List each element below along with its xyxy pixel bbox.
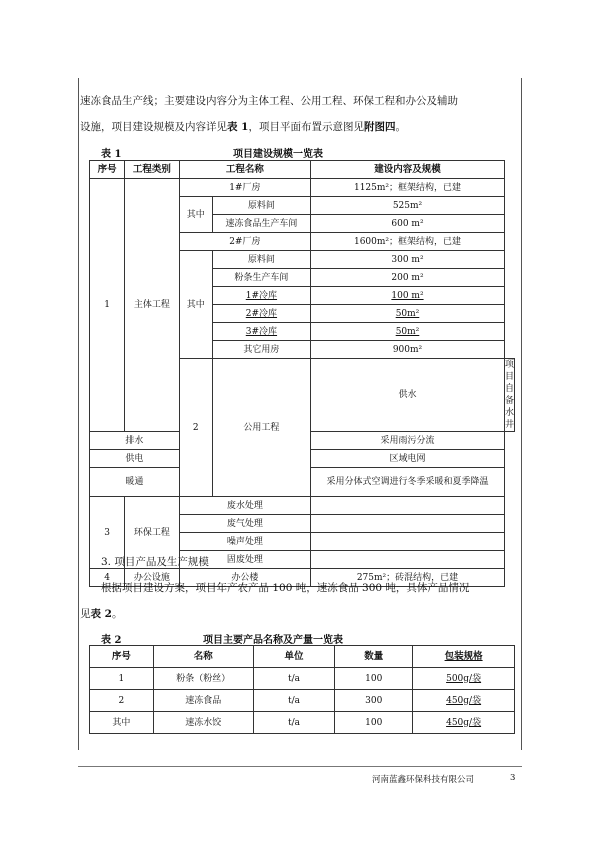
- name-cell: 原料间: [212, 197, 310, 215]
- table-cell: 450g/袋: [413, 690, 515, 712]
- table-cell: 100: [335, 668, 413, 690]
- name-cell: 2#厂房: [179, 233, 310, 251]
- table-cell: 1: [90, 668, 154, 690]
- name-cell: 1#冷库: [212, 287, 310, 305]
- table-row: [90, 712, 515, 734]
- table1-title: 项目建设规模一览表: [233, 149, 323, 160]
- table-cell: 其中: [90, 712, 154, 734]
- content-cell: 525m²: [311, 197, 505, 215]
- content-cell: 50m²: [311, 305, 505, 323]
- name-cell: 原料间: [212, 251, 310, 269]
- seq-cell: 3: [90, 497, 125, 569]
- content-cell: [311, 497, 505, 515]
- header-cell: 单位: [253, 646, 335, 668]
- table-cell: 速冻食品: [153, 690, 253, 712]
- product-output-table: [89, 645, 515, 734]
- header-cell: 工程名称: [179, 161, 310, 179]
- name-cell: 供电: [90, 450, 180, 468]
- header-cell: 序号: [90, 161, 125, 179]
- content-cell: 900m²: [311, 341, 505, 359]
- name-cell: 2#冷库: [212, 305, 310, 323]
- table-cell: t/a: [253, 690, 335, 712]
- content-cell: 600 m²: [311, 215, 505, 233]
- table-cell: 500g/袋: [413, 668, 515, 690]
- table-cell: 450g/袋: [413, 712, 515, 734]
- intro-paragraph: [80, 88, 516, 140]
- table-row: [90, 497, 515, 515]
- content-cell: 采用分体式空调进行冬季采暖和夏季降温: [311, 468, 505, 497]
- name-cell: 废气处理: [179, 515, 310, 533]
- table2-number: 表 2: [101, 635, 122, 646]
- name-cell: 噪声处理: [179, 533, 310, 551]
- content-cell: 采用雨污分流: [311, 432, 505, 450]
- name-cell: 3#冷库: [212, 323, 310, 341]
- name-cell: 固废处理: [179, 551, 310, 569]
- category-cell: 办公设施: [125, 569, 180, 587]
- name-cell: 1#厂房: [179, 179, 310, 197]
- footer-divider: [78, 766, 522, 767]
- page-number: 3: [510, 773, 516, 783]
- table-cell: 粉条（粉丝）: [153, 668, 253, 690]
- section3-heading: 3. 项目产品及生产规模: [101, 556, 209, 568]
- table-header-row: [90, 646, 515, 668]
- content-cell: 200 m²: [311, 269, 505, 287]
- seq-cell: 2: [179, 359, 212, 497]
- section3-paragraph: [80, 549, 516, 627]
- content-cell: [311, 515, 505, 533]
- table-cell: 2: [90, 690, 154, 712]
- content-cell: 1125m²；框架结构，已建: [311, 179, 505, 197]
- table-cell: 100: [335, 712, 413, 734]
- table-row: [90, 690, 515, 712]
- content-cell: 100 m²: [311, 287, 505, 305]
- content-cell: 50m²: [311, 323, 505, 341]
- category-cell: 公用工程: [212, 359, 310, 497]
- content-cell: 1600m²；框架结构，已建: [311, 233, 505, 251]
- content-cell: 300 m²: [311, 251, 505, 269]
- intro-line-1: 速冻食品生产线；主要建设内容分为主体工程、公用工程、环保工程和办公及辅助: [80, 95, 458, 107]
- page-frame-right: [521, 78, 522, 750]
- table-cell: t/a: [253, 668, 335, 690]
- name-cell: 粉条生产车间: [212, 269, 310, 287]
- table1-number: 表 1: [101, 149, 122, 160]
- content-cell: 275m²；砖混结构，已建: [311, 569, 505, 587]
- qizhong-cell: 其中: [179, 251, 212, 359]
- table-row: [90, 179, 515, 197]
- seq-cell: 4: [90, 569, 125, 587]
- table2-title: 项目主要产品名称及产量一览表: [203, 635, 343, 646]
- header-cell: 包装规格: [413, 646, 515, 668]
- section3-line-2: 见表 2。: [80, 608, 123, 620]
- qizhong-cell: 其中: [179, 197, 212, 233]
- seq-cell: 1: [90, 179, 125, 432]
- header-cell: 工程类别: [125, 161, 180, 179]
- content-cell: 区域电网: [311, 450, 505, 468]
- construction-scale-table: [89, 160, 515, 587]
- name-cell: 速冻食品生产车间: [212, 215, 310, 233]
- table-cell: 速冻水饺: [153, 712, 253, 734]
- table-cell: t/a: [253, 712, 335, 734]
- name-cell: 排水: [90, 432, 180, 450]
- content-cell: 项目自备水井: [504, 360, 514, 430]
- header-cell: 名称: [153, 646, 253, 668]
- table-header-row: [90, 161, 515, 179]
- intro-line-2: 设施，项目建设规模及内容详见表 1，项目平面布置示意图见附图四。: [80, 121, 406, 133]
- name-cell: 其它用房: [212, 341, 310, 359]
- content-cell: [311, 533, 505, 551]
- name-cell: 废水处理: [179, 497, 310, 515]
- table-cell: 300: [335, 690, 413, 712]
- header-cell: 数量: [335, 646, 413, 668]
- name-cell: 办公楼: [179, 569, 310, 587]
- page-frame-left: [78, 78, 79, 750]
- header-cell: 序号: [90, 646, 154, 668]
- category-cell: 主体工程: [125, 179, 180, 432]
- table-row: [90, 668, 515, 690]
- header-cell: 建设内容及规模: [311, 161, 505, 179]
- footer-company: 河南蓝鑫环保科技有限公司: [372, 775, 475, 785]
- section3-line-1: 根据项目建设方案，项目年产农产品 100 吨，速冻食品 300 吨，具体产品情况: [101, 582, 470, 594]
- name-cell: 供水: [311, 359, 505, 432]
- name-cell: 暖通: [90, 468, 180, 497]
- category-cell: 环保工程: [125, 497, 180, 569]
